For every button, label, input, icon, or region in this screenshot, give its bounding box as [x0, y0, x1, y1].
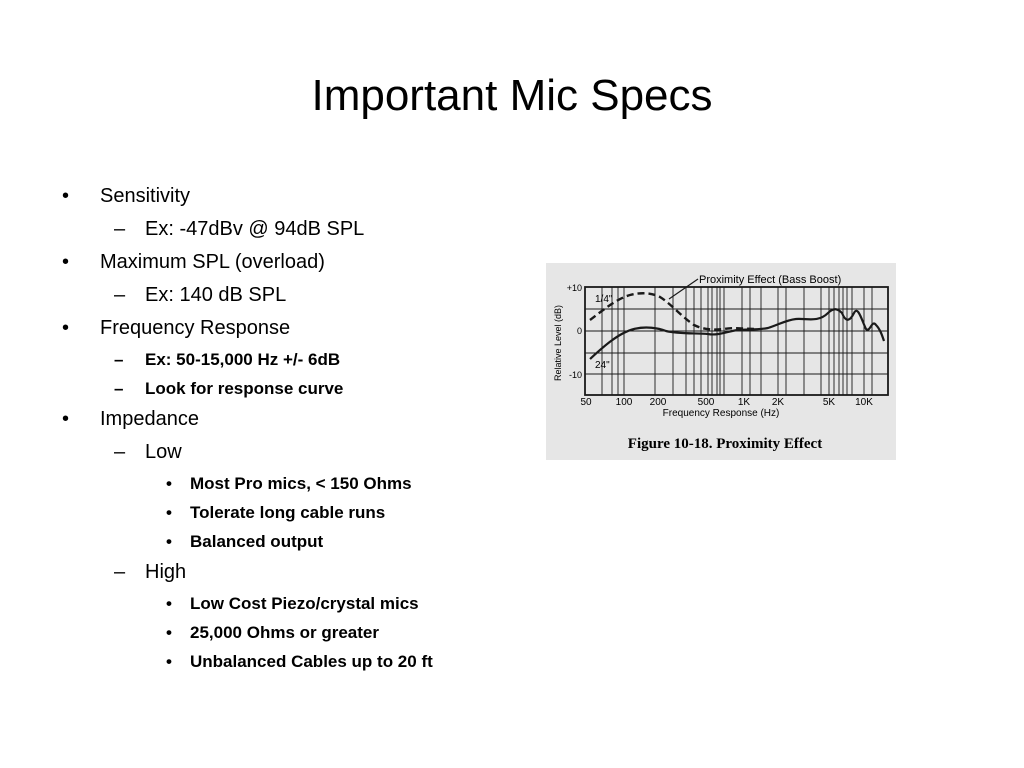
x-tick-label: 10K [855, 397, 873, 408]
dash-marker: – [114, 441, 126, 463]
subbullet-text: Ex: -47dBv @ 94dB SPL [145, 218, 365, 240]
bullet-outline [62, 185, 532, 681]
bullet-marker: • [166, 623, 172, 642]
curve-label-near: 1/4" [595, 294, 613, 305]
bullet-marker: • [166, 652, 172, 671]
x-tick-label: 100 [615, 397, 633, 408]
x-tick-label: 500 [697, 397, 715, 408]
subsubbullet-text: Most Pro mics, < 150 Ohms [190, 474, 412, 493]
subbullet-high [62, 561, 532, 584]
subsubbullet-text: Tolerate long cable runs [190, 503, 386, 522]
x-tick-label: 50 [580, 397, 592, 408]
dash-marker: – [114, 284, 126, 306]
y-axis-label: Relative Level (dB) [553, 304, 563, 381]
subsubbullet-high-3 [62, 652, 532, 672]
bullet-sensitivity [62, 185, 532, 208]
bullet-text: Maximum SPL (overload) [100, 251, 325, 273]
proximity-effect-graph [546, 263, 896, 460]
y-tick-label: 0 [576, 326, 582, 336]
dash-marker: – [114, 350, 124, 369]
curve-label-far: 24" [595, 360, 610, 371]
subbullet-low [62, 441, 532, 464]
subsubbullet-text: Balanced output [190, 532, 324, 551]
figure-caption: Figure 10-18. Proximity Effect [627, 436, 823, 452]
x-tick-label: 200 [649, 397, 667, 408]
vertical-grid [602, 287, 872, 395]
bullet-text: Frequency Response [100, 317, 291, 339]
proximity-effect-figure [546, 263, 896, 460]
y-tick-label: -10 [568, 370, 582, 380]
dash-marker: – [114, 561, 126, 583]
response-curve-24in [590, 309, 884, 359]
subbullet-response-curve [62, 379, 532, 399]
bullet-frequency-response [62, 317, 532, 340]
x-tick-label: 1K [737, 397, 751, 408]
bullet-marker: • [166, 532, 172, 551]
subbullet-text: Look for response curve [145, 379, 344, 398]
subsubbullet-low-1 [62, 474, 532, 494]
dash-marker: – [114, 218, 126, 240]
dash-marker: – [114, 379, 124, 398]
subsubbullet-low-2 [62, 503, 532, 523]
annotation-text: Proximity Effect (Bass Boost) [699, 274, 842, 286]
subsubbullet-text: Unbalanced Cables up to 20 ft [190, 652, 433, 671]
x-tick-label: 2K [771, 397, 785, 408]
subbullet-frequency-example [62, 350, 532, 370]
subbullet-sensitivity-example [62, 218, 532, 241]
subbullet-text: Ex: 50-15,000 Hz +/- 6dB [145, 350, 341, 369]
x-axis-label: Frequency Response (Hz) [662, 408, 780, 419]
bullet-text: Sensitivity [100, 185, 191, 207]
bullet-impedance [62, 408, 532, 431]
subbullet-text: High [145, 561, 187, 583]
subbullet-text: Low [145, 441, 182, 463]
slide-title: Important Mic Specs [311, 71, 713, 120]
y-tick-label: +10 [566, 283, 582, 293]
bullet-marker: • [62, 251, 70, 273]
subsubbullet-high-2 [62, 623, 532, 643]
bullet-marker: • [166, 503, 172, 522]
subbullet-text: Ex: 140 dB SPL [145, 284, 287, 306]
bullet-marker: • [166, 474, 172, 493]
bullet-text: Impedance [100, 408, 199, 430]
subsubbullet-text: Low Cost Piezo/crystal mics [190, 594, 419, 613]
bullet-max-spl [62, 251, 532, 274]
subsubbullet-low-3 [62, 532, 532, 552]
subbullet-max-spl-example [62, 284, 532, 307]
bullet-marker: • [62, 185, 70, 207]
subsubbullet-text: 25,000 Ohms or greater [190, 623, 379, 642]
bullet-marker: • [166, 594, 172, 613]
subsubbullet-high-1 [62, 594, 532, 614]
x-tick-labels [580, 397, 873, 408]
response-curve-quarter-inch [590, 293, 754, 329]
bullet-marker: • [62, 317, 70, 339]
x-tick-label: 5K [822, 397, 836, 408]
bullet-marker: • [62, 408, 70, 430]
